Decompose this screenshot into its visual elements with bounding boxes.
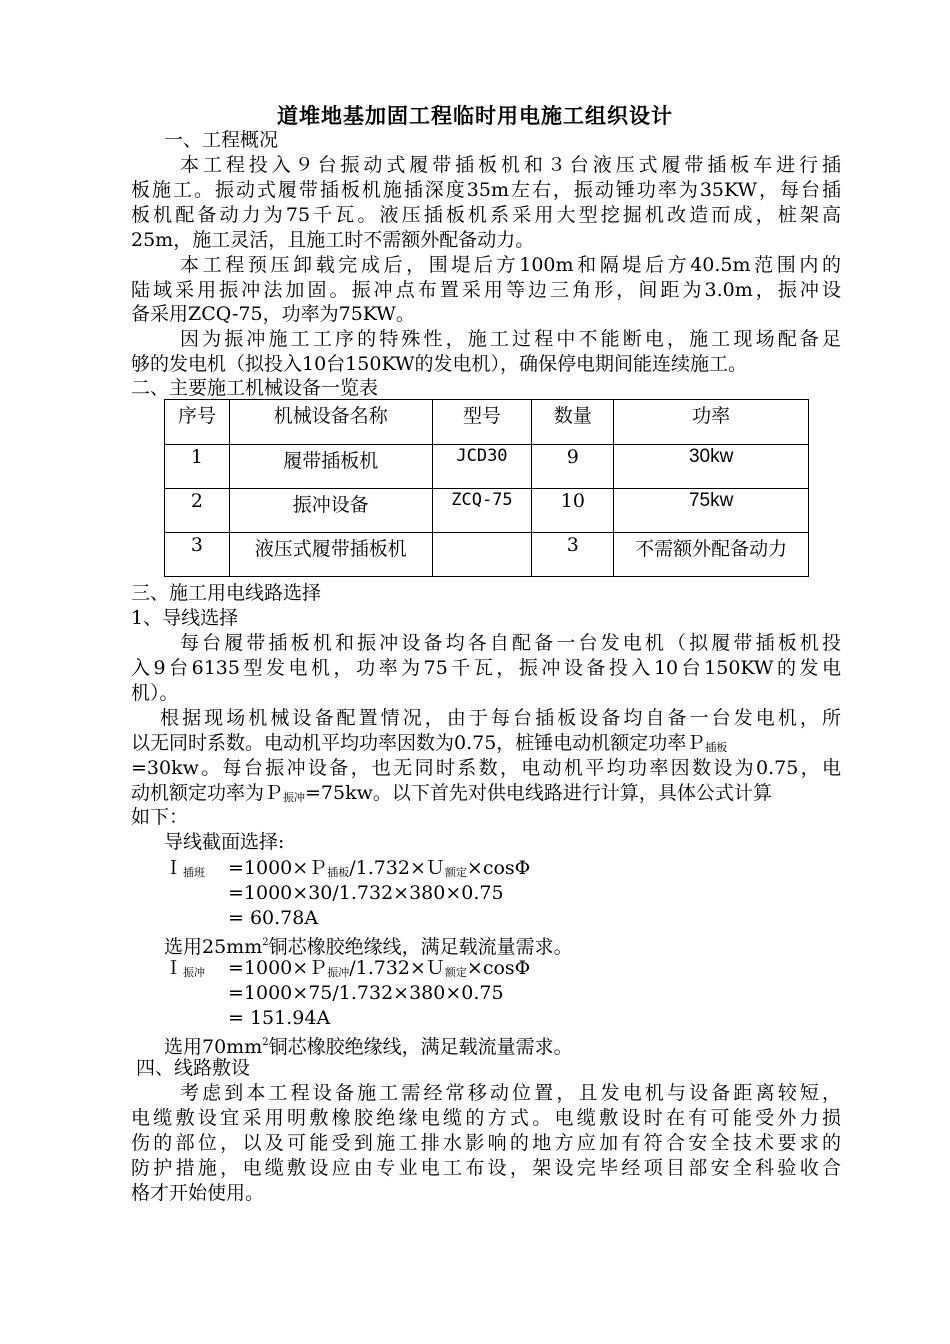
table-header-cell: 机械设备名称 — [229, 400, 432, 445]
formula-conclusion — [164, 931, 573, 959]
text-run: /1.732×Ｕ — [349, 857, 445, 879]
paragraph-line: 备采用ZCQ-75，功率为75KW。 — [131, 303, 415, 325]
subscript: 额定 — [444, 966, 467, 979]
table-cell: JCD30 — [432, 445, 532, 489]
subscript: 振冲 — [327, 966, 350, 979]
table-header-cell: 数量 — [532, 400, 614, 445]
subscript: 振冲 — [183, 966, 206, 979]
subscript: 插板 — [327, 866, 350, 879]
paragraph-line: 防护措施，电缆敷设应由专业电工布设，架设完毕经项目部安全科验收合 — [131, 1157, 841, 1179]
subscript: 额定 — [444, 866, 467, 879]
formula-result: = 60.78A — [228, 907, 319, 929]
paragraph-line — [131, 781, 772, 810]
text-run: ×cosΦ — [466, 857, 531, 879]
paragraph-line: 因为振冲施工工序的特殊性，施工过程中不能断电，施工现场配备足 — [180, 328, 841, 350]
paragraph-line: 板机配备动力为75千瓦。液压插板机系采用大型挖掘机改造而成，桩架高 — [131, 204, 841, 226]
table-header-row — [165, 400, 809, 445]
table-cell — [432, 533, 532, 577]
text-run: 选用25mm — [164, 936, 263, 958]
formula-lhs: Ｉ — [164, 957, 184, 979]
section-3-heading: 三、施工用电线路选择 — [131, 582, 322, 604]
subscript: 插班 — [183, 866, 206, 879]
table-cell: 30kw — [614, 445, 809, 489]
table-cell: 3 — [532, 533, 614, 577]
table-cell: 1 — [165, 445, 230, 489]
formula-line: =1000×75/1.732×380×0.75 — [228, 982, 504, 1004]
text-run: 铜芯橡胶绝缘线，满足载流量需求。 — [268, 1036, 573, 1058]
table-header-cell: 功率 — [614, 400, 809, 445]
paragraph-line: 入9台6135型发电机，功率为75千瓦，振冲设备投入10台150KW的发电 — [131, 657, 841, 679]
table-header-cell: 型号 — [432, 400, 532, 445]
paragraph-line: 根据现场机械设备配置情况，由于每台插板设备均自备一台发电机，所 — [160, 707, 841, 729]
paragraph-line: 每台履带插板机和振冲设备均各自配备一台发电机（拟履带插板机投 — [180, 632, 841, 654]
paragraph-line: 够的发电机（拟投入10台150KW的发电机），确保停电期间能连续施工。 — [131, 353, 747, 375]
equipment-table — [164, 399, 809, 577]
table-cell: 3 — [165, 533, 230, 577]
table-cell: 振冲设备 — [229, 489, 432, 533]
text-run: 铜芯橡胶绝缘线，满足载流量需求。 — [268, 936, 573, 958]
formula-heading: 导线截面选择: — [164, 831, 285, 853]
formula-lhs: Ｉ — [164, 857, 184, 879]
text-run: /1.732×Ｕ — [349, 957, 445, 979]
paragraph-line: 如下： — [131, 806, 189, 828]
text-run: 动机额定功率为Ｐ — [131, 782, 284, 804]
subsection-heading: 1、导线选择 — [131, 607, 239, 629]
formula-line: =1000×30/1.732×380×0.75 — [228, 882, 504, 904]
paragraph-line: =30kw。每台振冲设备，也无同时系数，电动机平均功率因数设为0.75，电 — [131, 757, 841, 779]
table-cell: 2 — [165, 489, 230, 533]
paragraph-line: 本工程预压卸载完成后，围堤后方100m和隔堤后方40.5m范围内的 — [180, 254, 841, 276]
subscript: 振冲 — [283, 791, 306, 804]
paragraph-line: 机）。 — [131, 682, 179, 704]
paragraph-line: 本工程投入９台振动式履带插板机和３台液压式履带插板车进行插 — [180, 154, 841, 176]
paragraph-line: 伤的部位，以及可能受到施工排水影响的地方应加有符合安全技术要求的 — [131, 1132, 841, 1154]
table-cell: 不需额外配备动力 — [614, 533, 809, 577]
text-run: =1000×Ｐ — [228, 857, 328, 879]
table-cell: 75kw — [614, 489, 809, 533]
formula-conclusion — [164, 1031, 573, 1059]
section-4-heading: 四、线路敷设 — [136, 1057, 251, 1079]
table-cell: 履带插板机 — [229, 445, 432, 489]
text-run: 以无同时系数。电动机平均功率因数为0.75，桩锤电动机额定功率Ｐ — [131, 732, 706, 754]
table-cell: 液压式履带插板机 — [229, 533, 432, 577]
subscript: 插板 — [705, 741, 728, 754]
section-1-heading: 一、工程概况 — [164, 129, 279, 151]
formula-result: = 151.94A — [228, 1007, 331, 1029]
table-cell: ZCQ-75 — [432, 489, 532, 533]
text-run: 选用70mm — [164, 1036, 263, 1058]
section-2-heading: 二、主要施工机械设备一览表 — [131, 377, 379, 399]
text-run: =75kw。以下首先对供电线路进行计算，具体公式计算 — [305, 782, 772, 804]
document-title: 道堆地基加固工程临时用电施工组织设计 — [277, 104, 673, 128]
table-cell: 10 — [532, 489, 614, 533]
table-row — [165, 489, 809, 533]
table-header-cell: 序号 — [165, 400, 230, 445]
superscript: 2 — [262, 937, 269, 948]
superscript: 2 — [262, 1037, 269, 1048]
table-row — [165, 445, 809, 489]
paragraph-line: 陆域采用振冲法加固。振冲点布置采用等边三角形，间距为3.0m，振冲设 — [131, 279, 841, 301]
paragraph-line: 25m，施工灵活，且施工时不需额外配备动力。 — [131, 229, 535, 251]
formula-line — [164, 856, 205, 885]
paragraph-line: 电缆敷设宜采用明敷橡胶绝缘电缆的方式。电缆敷设时在有可能受外力损 — [131, 1107, 841, 1129]
text-run: ×cosΦ — [466, 957, 531, 979]
paragraph-line: 板施工。振动式履带插板机施插深度35m左右，振动锤功率为35KW，每台插 — [131, 179, 841, 201]
table-cell: 9 — [532, 445, 614, 489]
table-row — [165, 533, 809, 577]
paragraph-line: 考虑到本工程设备施工需经常移动位置，且发电机与设备距离较短， — [180, 1082, 841, 1104]
text-run: =1000×Ｐ — [228, 957, 328, 979]
paragraph-line: 格才开始使用。 — [131, 1182, 265, 1204]
formula-line — [164, 956, 205, 985]
